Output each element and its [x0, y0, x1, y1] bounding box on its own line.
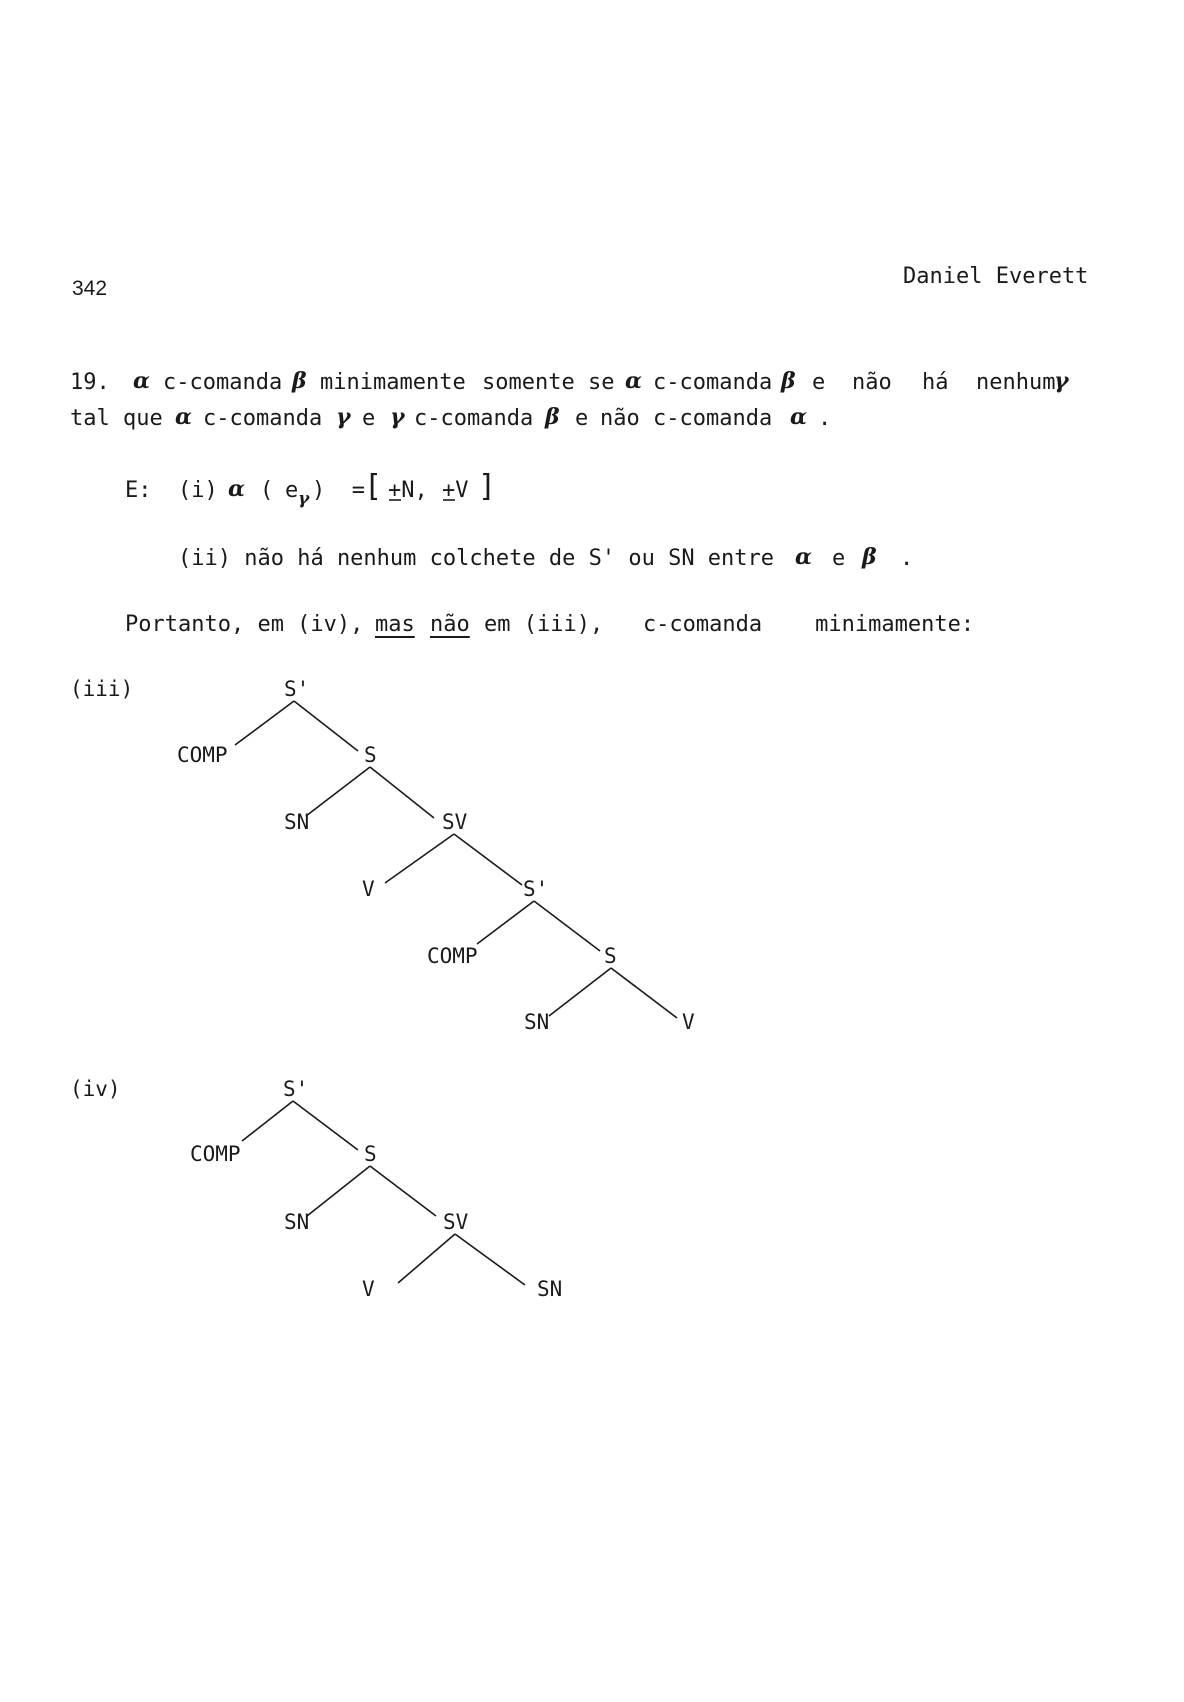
tree-edge: [385, 834, 454, 883]
alpha-symbol: α: [795, 544, 812, 570]
tree-node-v: V: [682, 1010, 695, 1034]
condition-ii-e: e: [832, 546, 846, 571]
tree-edge: [293, 1101, 358, 1150]
tree-edge: [370, 1166, 436, 1216]
tree-iv: [70, 1077, 562, 1301]
tree-iv-label: (iv): [70, 1077, 121, 1101]
gamma-symbol: γ: [1054, 368, 1069, 394]
tree-node-s: S: [604, 944, 617, 968]
tree-node-comp: COMP: [427, 944, 478, 968]
feature-plus-minus-n: +N,: [388, 478, 428, 503]
tree-node-sn: SN: [537, 1277, 563, 1301]
tree-node-v: V: [362, 877, 375, 901]
word-nao: não: [852, 370, 892, 395]
tree-node-sn: SN: [284, 810, 310, 834]
conclusion-part-1: Portanto, em (iv),: [125, 612, 364, 637]
word-somente-se: somente se: [482, 370, 615, 395]
tree-node-v: V: [362, 1277, 375, 1301]
conclusion-nao-underlined: não: [430, 612, 470, 637]
tree-node-s: S: [364, 1142, 377, 1166]
tree-edge: [477, 901, 534, 944]
tree-node-sn: SN: [284, 1210, 310, 1234]
tree-edge: [454, 834, 522, 885]
tree-node-sbar: S': [523, 877, 549, 901]
tree-edge: [294, 701, 358, 751]
condition-ii-period: .: [900, 546, 914, 571]
beta-symbol: β: [292, 368, 307, 394]
condition-i-e: e: [285, 478, 299, 503]
gamma-symbol: γ: [336, 404, 351, 430]
beta-symbol: β: [862, 544, 877, 570]
tree-node-sv: SV: [443, 1210, 469, 1234]
condition-i-close: ) =: [312, 478, 365, 503]
tree-node-s: S: [364, 743, 377, 767]
condition-i-open-paren: (: [260, 478, 274, 503]
feature-bracket-close: ]: [478, 469, 497, 504]
gamma-subscript: γ: [298, 489, 310, 509]
tree-node-comp: COMP: [190, 1142, 241, 1166]
feature-bracket-open: [: [364, 469, 383, 504]
running-head-author: Daniel Everett: [903, 264, 1089, 289]
word-tal-que: tal que: [70, 406, 163, 431]
tree-edge: [398, 1234, 455, 1283]
gamma-symbol: γ: [390, 404, 405, 430]
feature-plus-minus-v: +V: [442, 478, 469, 503]
tree-iii-label: (iii): [70, 677, 134, 701]
tree-edge: [307, 1166, 370, 1216]
definition-number: 19.: [70, 370, 110, 395]
word-c-comanda: c-comanda: [163, 370, 283, 395]
word-c-comanda: c-comanda: [653, 406, 773, 431]
tree-edge: [370, 767, 434, 818]
tree-edge: [534, 901, 600, 951]
beta-symbol: β: [781, 368, 796, 394]
alpha-symbol: α: [133, 368, 150, 394]
beta-symbol: β: [545, 404, 560, 430]
tree-node-sv: SV: [442, 810, 468, 834]
word-minimamente: minimamente: [320, 370, 466, 395]
alpha-symbol: α: [790, 404, 807, 430]
tree-node-sn: SN: [524, 1010, 550, 1034]
condition-i-lead: E: (i): [125, 478, 218, 503]
word-c-comanda: c-comanda: [203, 406, 323, 431]
tree-node-sbar: S': [284, 677, 310, 701]
tree-edge: [242, 1101, 293, 1141]
page-number: 342: [72, 277, 108, 300]
conclusion-part-2: em (iii), c-comanda minimamente:: [484, 612, 975, 637]
condition-ii-text: (ii) não há nenhum colchete de S' ou SN entre: [178, 546, 775, 571]
word-c-comanda: c-comanda: [653, 370, 773, 395]
word-c-comanda: c-comanda: [414, 406, 534, 431]
tree-edge: [235, 701, 294, 745]
alpha-symbol: α: [625, 368, 642, 394]
word-nao: não: [600, 406, 640, 431]
tree-edge: [306, 767, 370, 816]
tree-edge: [549, 968, 611, 1016]
tree-iii: [70, 677, 695, 1034]
tree-node-sbar: S': [283, 1077, 309, 1101]
alpha-symbol: α: [175, 404, 192, 430]
conclusion-mas-underlined: mas: [375, 612, 415, 637]
word-e: e: [812, 370, 826, 395]
word-nenhum: nenhum: [976, 370, 1056, 395]
tree-node-comp: COMP: [177, 743, 228, 767]
tree-edge: [455, 1234, 525, 1285]
word-e: e: [575, 406, 589, 431]
word-e: e: [362, 406, 376, 431]
word-ha: há: [922, 370, 949, 395]
definition-period: .: [818, 406, 832, 431]
tree-edge: [611, 968, 677, 1018]
alpha-symbol: α: [228, 476, 245, 502]
